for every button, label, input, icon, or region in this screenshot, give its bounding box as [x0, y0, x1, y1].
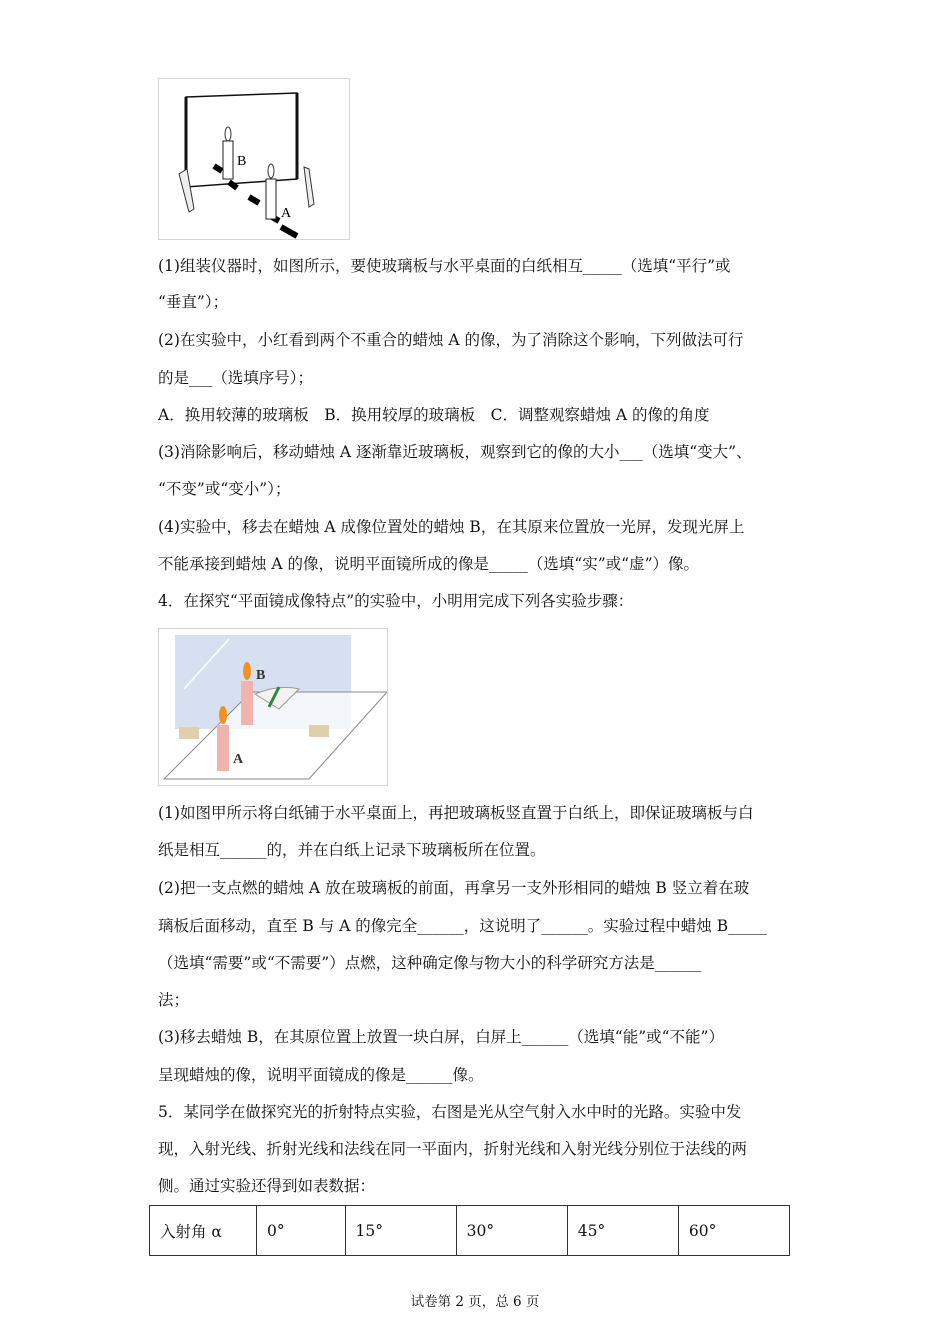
question-text-line: (1)组装仪器时，如图所示，要使玻璃板与水平桌面的白纸相互_____（选填“平行”或 [158, 257, 731, 275]
question-text-line: 现，入射光线、折射光线和法线在同一平面内，折射光线和入射光线分别位于法线的两 [158, 1140, 748, 1158]
question-text-line: “垂直”）； [158, 293, 229, 311]
figure-plane-mirror-experiment [158, 628, 388, 786]
question-text-line: (3)移去蜡烛 B，在其原位置上放置一块白屏，白屏上______（选填“能”或“不能”） [158, 1028, 724, 1046]
question-text-line: 纸是相互______的，并在白纸上记录下玻璃板所在位置。 [158, 841, 546, 859]
page-footer: 试卷第 2 页，总 6 页 [410, 1294, 540, 1310]
question-text-line: （选填“需要”或“不需要”）点燃，这种确定像与物大小的科学研究方法是______ [158, 954, 702, 972]
question-text-line: 呈现蜡烛的像，说明平面镜成的像是______像。 [158, 1066, 484, 1084]
label-b: B [256, 668, 266, 683]
question-text-line: 不能承接到蜡烛 A 的像，说明平面镜所成的像是_____（选填“实”或“虚”）像。 [158, 555, 699, 573]
figure-glass-plate-candles [158, 78, 350, 240]
table-cell: 60° [678, 1206, 789, 1256]
question-text-line: “不变”或“变小”）； [158, 480, 291, 498]
question-text-line: (3)消除影响后，移动蜡烛 A 逐渐靠近玻璃板，观察到它的像的大小___（选填“变大”、 [158, 443, 752, 461]
question-5-title: 5．某同学在做探究光的折射特点实验，右图是光从空气射入水中时的光路。实验中发 [158, 1103, 742, 1121]
label-b: B [237, 154, 247, 169]
table-cell: 30° [456, 1206, 567, 1256]
question-text-line: (2)在实验中，小红看到两个不重合的蜡烛 A 的像，为了消除这个影响，下列做法可行 [158, 331, 744, 349]
table-row [150, 1206, 790, 1256]
table-cell: 0° [257, 1206, 346, 1256]
question-text-line: (1)如图甲所示将白纸铺于水平桌面上，再把玻璃板竖直置于白纸上，即保证玻璃板与白 [158, 804, 754, 822]
table-cell: 15° [345, 1206, 456, 1256]
question-4-title: 4．在探究“平面镜成像特点”的实验中，小明用完成下列各实验步骤： [158, 592, 634, 610]
label-a: A [281, 206, 292, 221]
table-header-cell: 入射角 α [150, 1206, 257, 1256]
table-cell: 45° [567, 1206, 678, 1256]
incidence-angle-table [149, 1205, 790, 1256]
label-a: A [233, 752, 244, 767]
question-text-line: (2)把一支点燃的蜡烛 A 放在玻璃板的前面，再拿另一支外形相同的蜡烛 B 竖立着在玻 [158, 879, 750, 897]
question-text-line: 的是___（选填序号）； [158, 369, 314, 387]
question-text-line: 法； [158, 991, 190, 1009]
question-text-line: (4)实验中，移去在蜡烛 A 成像位置处的蜡烛 B，在其原来位置放一光屏，发现光屏上 [158, 518, 745, 536]
question-options: A．换用较薄的玻璃板 B．换用较厚的玻璃板 C．调整观察蜡烛 A 的像的角度 [158, 406, 710, 424]
question-text-line: 璃板后面移动，直至 B 与 A 的像完全______，这说明了______。实验过程中蜡烛 B_____ [158, 917, 767, 935]
question-text-line: 侧。通过实验还得到如表数据： [158, 1177, 376, 1195]
